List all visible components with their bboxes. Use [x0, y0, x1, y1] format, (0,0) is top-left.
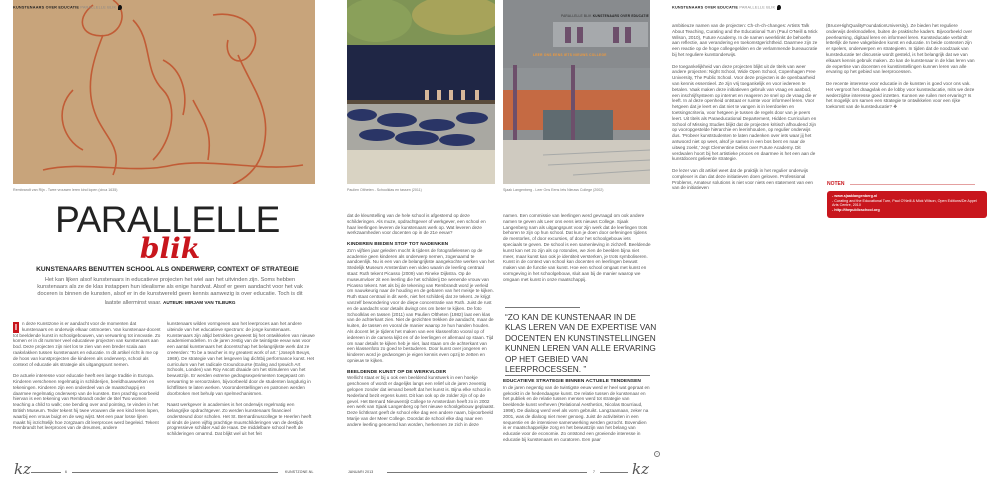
running-header-right: KUNSTENAARS OVER EDUCATIE PARALLELLE BLIK [672, 5, 781, 11]
quote-rule-bottom [505, 375, 650, 376]
intro-text: Het kan lijken alsof kunstenaars in educatieve projecten het wiel aan het uitvinden zijn. Soms hebben kunstenaars als ze de klas instappen hun idealisme als enige handvat. Alsof er geen aandacht voor het vak doceren is binnen de kunsten, alsof er in de kunstwereld geen kennis aanwezig is over educatie. Toch is dit laatste allerminst waar. [37, 277, 303, 306]
kunstzone-logo: kz [14, 460, 31, 478]
kunstzone-logo: kz [632, 460, 649, 478]
caption-oltheten: Paulien Oltheten - Schoolklas en tassen (2011) [347, 188, 422, 192]
article-intro [35, 277, 305, 307]
column-4-lower [503, 379, 651, 449]
leaf-icon [777, 5, 781, 10]
running-header-left: KUNSTENAARS OVER EDUCATIE PARALLELLE BLIK [13, 5, 122, 11]
caption-rembrandt: Rembrandt van Rijn - Twee vrouwen leren kind lopen (circa 1635) [13, 188, 118, 192]
school-building-photo [503, 0, 650, 184]
paragraph: De toegankelijkheid van deze projecten blijkt uit de titels van weer andere projecten: Night School, Wide Open School, Copenhagen Free University, The Public School. Voor deze projecten is de openbaarheid van kennis essentieel. Ze zijn vrij toegankelijk en voor iedereen te betalen. Vaak maken deze initiatieven gebruik van vraag en aanbod, een inschrijfsysteem op internet en reageren ze snel op de vraag die er leeft. In al deze openheid ontstaat er ruimte voor informeel leren. Voor hetgeen dat je leert en dat niet te vangen is in leerdoelen en toetsingscriteria, voor hetgeen je tussen de regels door van je peers leert. Uit titels als Paraeducational Departement, Hidden Curriculum en School of Missing Studies blijkt dat de projecten kritisch afhoudend zijn op vooropgestelde hiërarchie en leerinhouden, op regulier onderwijs dus. 'Probeer kunststudenten te laten nadenken over iets waar jij het antwoord niet op weet, alsof je samen in een bos bent en naar de uitweg zoekt,' zegt Clementine Deliss over Future Academy. Dit verdwalen hoort bij het artistieke proces en daarmee is het een aan de kunstdocent gelieerde strategie. [672, 63, 817, 162]
notes-heading: NOTEN [827, 181, 845, 187]
column-6 [826, 23, 976, 116]
paragraph: Naast werkgever in academies is het onderwijs regelmatig een belangrijke opdrachtgever. Zo werden kunstenaars financieel ondersteund door scholen. Het St. Bernardinuscollege te Heerlen heeft al sinds de jaren vijftig prachtige muurschilderingen van de destijds progressieve schilder Aad de Haas. De middelbare school heeft de schilderingen omarmd. Dat blijkt wel uit het feit [167, 402, 312, 437]
paragraph: dat de kleurstelling van de hele school is afgestemd op deze schilderingen. Als muze, opdrachtgever of werkgever, een school en haar leerlingen leveren de kunstenaars werk op. Wat leveren deze werkzaamheden voor docenten op in de 21e eeuw? [347, 213, 486, 236]
paragraph: De lezer van dit artikel weet dat de praktijk in het regulier onderwijs complexer is dan dat deze initiatieven doen geloven. Professional Problems, Amateur solutions is niet voor niets een statement van een van de initiatieven [672, 167, 813, 191]
footer-date: JANUARI 2013 [348, 470, 374, 474]
paragraph: ambitieuze namen van de projecten: Ch-ch-ch-changes: Artists Talk About Teaching, Curating and the Educational Turn (Paul O'Neill & Mick Wilson, 2010), Future Academy. In de namen weerklinkt de behoefte aan reflectie, aan verandering en toekomstgerichtheid. Daarmee zijn ze een reactie op de hoge collegegelden en de verlammende bureaucratie bij het reguliere kunstonderwijs. [672, 23, 818, 57]
footer-rule [72, 472, 278, 473]
light-sign: LEER ONS EENS IETS NIEUWS COLLEGE [533, 53, 607, 57]
paragraph: In de jaren negentig van de twintigste eeuw werd er heel wat gepraat en gekookt in de hedendaagse kunst. De relatie tussen de kunstenaar en het publiek en de relatie tussen mensen werd tot strategie van beeldende kunst verheven (Relational Aesthetics, Nicolas Bourriaud, 1998). De dialoog werd veel als vorm gebruikt. Langzaamaan, zeker na 2001, was de dialoog niet meer genoeg. Juist de activiteiten in een sequentie en de intensieve samenwerking werden gezocht. Bovendien is er maatschappelijke zorg en het bewustzijn van het belang van educatie voor de economie. Zo ontstond een groeiende interesse in educatie bij kunstenaars en curatoren. Een paar [503, 384, 650, 442]
paragraph: Zo'n vijftien jaar geleden mocht ik tijdens de fotografielessen op de academie geen kinderen als onderwerp nemen, zogenaamd te aandoenlijk. Nu is een van de belangrijkste aangekochte werken van het Stedelijk Museum Amsterdam een video waarin de leerling centraal staat: Ruth tekent Picasso (2009) van Rineke Dijkstra. Op de museumvloer zit een leerling die het schilderij De wenende vrouw van Picasso tekent. Net als bij de tekening van Rembrandt word je verleid om nauwkeurig naar de houding en de gebaren van het meisje te kijken. Ruth staat centraal in dit werk, niet het schilderij dat ze tekent. Je krijgt vanzelf bewondering voor de diepe concentratie van Ruth. Juist de rust en de aandacht voor details dwingt ons om beter te kijken. De foto Schoolklas en tassen (2011) van Paulien Oltheten (1982) laat een klas van de achterkant zien. Niet de gezichten trekken de aandacht, maar de kuiten, de tassen en vooral de manier waarop ze hun handen houden. Als docent let je tijdens het maken van een klassenfoto vooral op of iedereen in de camera kijkt en of de leerlingen er allemaal op staan. Tijd om naar details te kijken heb je niet, laat staan om de achterkant van een klassenfoto zo goed te bestuderen. Door kunst over jongeren en kinderen word je gedwongen je eigen kennis even opzij te zetten en opnieuw te kijken. [347, 247, 495, 363]
paragraph: Wellicht staat er bij u ook een beeldend kunstwerk in een hoekje geschoven of wordt er dagelijks langs een reliëf uit de jaren zeventig gelopen zonder dat iemand beseft dat het kunst is. Bijna elke school in Nederland bezit ergens kunst. Dit kan ook op de zolder zijn of op de gevel. Het Bernard Nieuwentijt College te Amsterdam heeft zo in 2002 een werk van Sjaak Langenberg op het nieuwe schoolgebouw geplaatst. Deze lichtkrant geeft de school elke dag een andere naam, bijvoorbeeld Marije van der Meer College. Doordat de school elke dag naar een andere leerling genoemd kan worden, herkennen ze zich in deze [347, 375, 495, 427]
paragraph: De actuele interesse voor educatie heeft een lange traditie in Europa. Kinderen verschenen regelmatig in schilderijen, beeldhouwwerken en tekeningen. Kinderen zijn een onderdeel van de maatschappij en daarmee regelmatig onderwerp van de kunsten. Een prachtig voorbeeld hiervan is een tekening van Rembrandt onder de titel Two women teaching a child to walk; one bending over and pointing, te vinden in het British Museum. Teder tekent hij twee vrouwen die een kind leren lopen, waarbij een vrouw buigt en de weg wijst. Met een paar losse lijnen maakt hij inzichtelijk hoe zorgzaam dit leerproces werd begeleid. Tekent Rembrandt het leerproces van de dreumes, andere [13, 373, 160, 431]
continue-arrow-icon: › [654, 451, 660, 457]
paragraph-with-dropcap [13, 321, 161, 367]
paragraph: (BruceHighQualityFoundationUniversity). Ze bieden het reguliere onderwijs denkmodellen, buiten de praktische kaders. Bijvoorbeeld over peerlearning, digitaal leren en informeel leren. Kunsteducatie verbindt letterlijk de twee vakgebieden kunst en educatie. In beide contexten zijn er spelers, onderwerpen en strategieën. In tijden dat de noodzaak van kunsteducatie ter discussie wordt gesteld, is het belangrijk dat we van elkaars kennis gebruik maken. Zo kan de kunstenaar in de klas leren van de expertise van docenten en kunstinstellingen kunnen leren van alle ervaring op het gebied van leerprocessen. [826, 23, 975, 75]
running-header-image: PARALLELLE BLIK KUNSTENAARS OVER EDUCATIE [561, 14, 649, 18]
section-heading: KINDEREN BIEDEN STOF TOT NADENKEN [347, 241, 449, 247]
article-title: PARALLELLE [55, 199, 280, 240]
paragraph: n deze Kunstzone is er aandacht voor de momenten dat kunstenaars en onderwijs elkaar ontmoeten. Van kunstenaar-docent tot beeldende kunst in schoolgebouwen, van verwarring tot innovatie. Zo komen er in dit nummer veel educatieve projecten van kunstenaars aan bod. Deze projecten zijn niet los te zien van een breder scala aan raakvlakken tussen kunstenaars en educatie. In dit artikel richt ik me op de hoos van kunstprojecten die kinderen als onderwerp, school als context of educatie als strategie als uitgangspunt nemen. [13, 321, 161, 367]
footer-rule [31, 472, 61, 473]
author: AUTEUR: MIRJAM VAN TILBURG [163, 299, 236, 305]
pull-quote: “ZO KAN DE KUNSTENAAR IN DE KLAS LEREN VAN DE EXPERTISE VAN DOCENTEN EN KUNSTINSTELLINGEN KUNNEN LEREN VAN ALLE ERVARING OP HET GEBIED VAN LEERPROCESSEN. ” [505, 312, 657, 375]
caption-langenberg: Sjaak Langenberg - Leer Ons Eens Iets Nieuws College (2002) [503, 188, 604, 192]
article-subtitle: KUNSTENAARS BENUTTEN SCHOOL ALS ONDERWERP, CONTEXT OF STRATEGIE [36, 266, 299, 273]
rembrandt-sketch-image [13, 0, 315, 184]
section-heading: EDUCATIEVE STRATEGIE BINNEN ACTUELE TENDENSEN [503, 379, 641, 384]
column-2 [167, 321, 315, 443]
column-1 [13, 321, 161, 437]
paragraph: De recente interesse voor educatie in de kunsten is goed voor ons vak. Het vergroot het draagvlak en de lobby voor kunsteducatie, mits we deze wederzijdse interesse goed inzetten. Kunnen we ruilen met ervaring? Is het mogelijk om samen een strategie te ontwikkelen voor een rijke toekomst van de kunsteducatie? ❖ [826, 80, 975, 110]
page-number-right: 7 [593, 470, 596, 474]
article-title-accent: blik [139, 232, 201, 265]
quote-rule-top [505, 307, 580, 308]
section-heading: BEELDENDE KUNST OP DE WERKVLOER [347, 369, 447, 375]
note-link[interactable]: - www.sjaaklangenberg.nl [832, 194, 878, 198]
drop-cap: I [14, 322, 18, 332]
paragraph: namen. Een commissie van leerlingen werd gevraagd om ook andere namen te geven als Leer ons eens iets nieuws College. Sjaak Langenberg nam als uitgangspunt voor zijn werk dat de leerlingen trots behoren te zijn op hun school. Dat kun je doen door oefeningen tijdens de mentorles, of door excursies, of door het schoolgebouw iets speciaals te geven. De school is een samenleving in zichzelf. Beeldende kunst kan net zo zijn als op rotondes, we zien de beelden bijna niet meer, maar kunst kan ook je identiteit versterken, je trots symboliseren. Kunst in de context van school kan docenten en leerlingen bewust maken van de functie van kunst. Hoe een school omgaat met kunst en vormgeving in het schoolgebouw, sluit aan bij de manier waarop we omgaan met kunst in onze maatschappij. [503, 213, 651, 282]
footer-rule [600, 472, 628, 473]
page-number-left: 6 [65, 470, 68, 474]
leaf-icon [118, 5, 122, 10]
notes-box [827, 191, 987, 218]
notes-rule [850, 184, 975, 185]
note-link[interactable]: - http://thepublicschool.org [832, 207, 880, 212]
paragraph: kunstenaars wilden vormgeven aan het leerproces aan het andere uiteinde van het educatieve spectrum: de jonge kunstenaars. Kunstenaars zijn altijd betrokken geweest bij het ontwikkelen van nieuwe academiemodellen. In de jaren zestig van de twintigste eeuw was voor een aantal kunstenaars het docentschap het belangrijkste werk dat ze creëerden: 'To be a teacher is my greatest work of art.' (Joseph Beuys, 1969). De strategie van het lesgeven lag dichtbij performance kunst. Het curriculum van het radicale Groundcourse (Ealing and Ipswich Art Schools, Londen) van Roy Ascott draaide om het stimuleren van het bewustzijn. Er werden extreme gedragsexperimenten toegepast om verwarring te veroorzaken, bijvoorbeeld door de studenten langdurig in lichtflitsen te laten werken. Vooronderstellingen en patronen werden doorbroken met behulp van spelmechanismen. [167, 321, 315, 396]
note-item: - Curating and the Educational Turn, Paul O'Neill & Mick Wilson, Open Editions/De Appel Arts Centre, 2010 [832, 198, 977, 208]
footer-rule [387, 472, 587, 473]
schoolklas-photo [347, 0, 495, 184]
column-5 [672, 23, 818, 197]
column-3 [347, 213, 495, 433]
footer-site: KUNSTZONE.NL [285, 470, 314, 474]
column-4 [503, 213, 651, 288]
